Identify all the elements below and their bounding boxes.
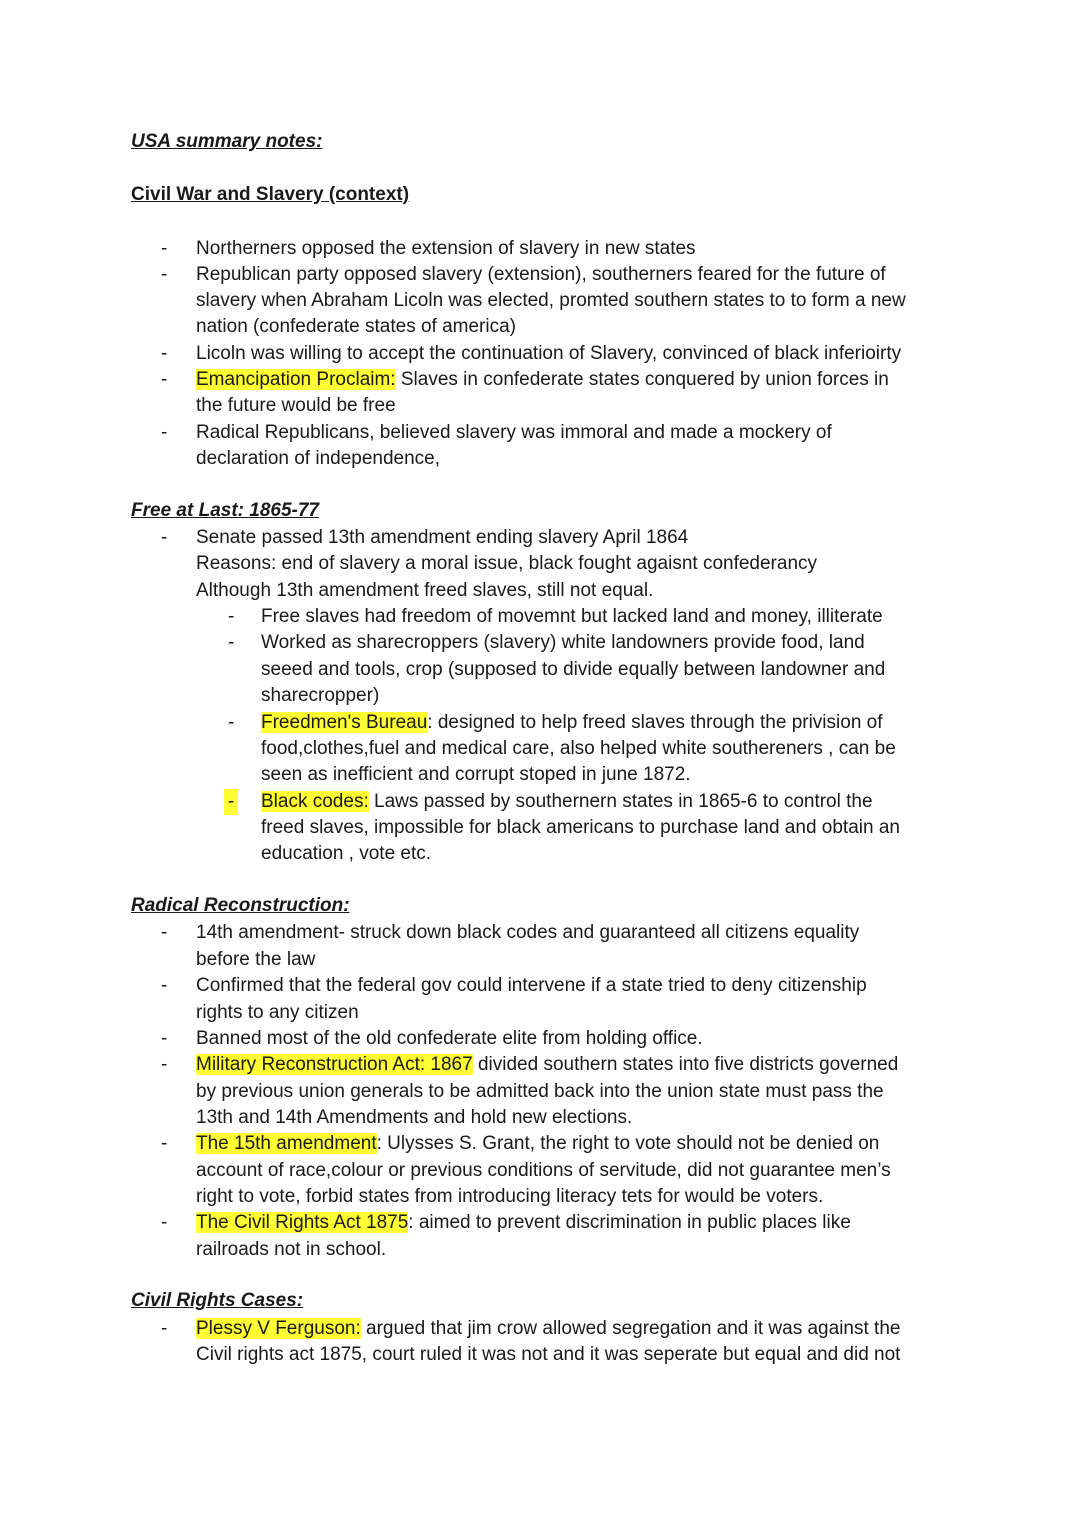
highlight-term: Plessy V Ferguson:: [196, 1318, 361, 1339]
text-line: Banned most of the old confederate elite from holding office.: [196, 1028, 703, 1049]
bullet-marker-highlighted: -: [224, 789, 238, 815]
text-line: 13th and 14th Amendments and hold new elections.: [196, 1107, 633, 1128]
text-line: before the law: [196, 949, 316, 970]
text-line: [261, 710, 883, 736]
highlight-term: Emancipation Proclaim:: [196, 369, 396, 390]
text-line: food,clothes,fuel and medical care, also helped white southereners , can be: [261, 738, 896, 759]
text-line: rights to any citizen: [196, 1002, 359, 1023]
text-span: argued that jim crow allowed segregation and it was against the: [360, 1318, 901, 1339]
bullet-marker: -: [161, 1318, 168, 1339]
text-span: : designed to help freed slaves through the privision of: [427, 712, 883, 733]
text-line: Confirmed that the federal gov could intervene if a state tried to deny citizenship: [196, 975, 867, 996]
text-line: sharecropper): [261, 685, 380, 706]
text-line: education , vote etc.: [261, 843, 432, 864]
bullet-marker: -: [161, 343, 168, 364]
heading-radical-reconstruction: Radical Reconstruction:: [131, 895, 350, 916]
text-span: : aimed to prevent discrimination in public places like: [408, 1212, 851, 1233]
text-line: [261, 789, 873, 815]
bullet-marker: -: [161, 975, 168, 996]
bullet-marker: -: [161, 1028, 168, 1049]
text-line: freed slaves, impossible for black americans to purchase land and obtain an: [261, 817, 900, 838]
text-line: Senate passed 13th amendment ending slavery April 1864: [196, 527, 689, 548]
heading-free-at-last: Free at Last: 1865-77: [131, 500, 319, 521]
text-line: Civil rights act 1875, court ruled it was not and it was seperate but equal and did not: [196, 1344, 901, 1365]
highlight-term: The Civil Rights Act 1875: [196, 1212, 409, 1233]
bullet-marker: -: [161, 238, 168, 259]
text-span: divided southern states into five districts governed: [472, 1054, 899, 1075]
text-line: [196, 1316, 900, 1342]
highlight-term: Military Reconstruction Act: 1867: [196, 1054, 473, 1075]
bullet-marker: -: [228, 632, 235, 653]
text-line: [196, 1131, 879, 1157]
bullet-marker: -: [228, 606, 235, 627]
text-line: declaration of independence,: [196, 448, 441, 469]
text-span: : Ulysses S. Grant, the right to vote should not be denied on: [376, 1133, 880, 1154]
text-line: Free slaves had freedom of movemnt but lacked land and money, illiterate: [261, 606, 883, 627]
bullet-marker: -: [161, 527, 168, 548]
text-line: nation (confederate states of america): [196, 316, 517, 337]
text-line: [196, 1210, 851, 1236]
text-line: account of race,colour or previous conditions of servitude, did not guarantee men’s: [196, 1160, 891, 1181]
text-line: Northerners opposed the extension of slavery in new states: [196, 238, 696, 259]
text-line: railroads not in school.: [196, 1239, 387, 1260]
heading-civil-war: Civil War and Slavery (context): [131, 184, 410, 205]
text-span: Laws passed by southernern states in 1865-6 to control the: [368, 791, 873, 812]
bullet-marker: -: [161, 1212, 168, 1233]
text-line: by previous union generals to be admitted back into the union state must pass the: [196, 1081, 884, 1102]
text-line: Republican party opposed slavery (extension), southerners feared for the future of: [196, 264, 886, 285]
text-line: Reasons: end of slavery a moral issue, black fought agaisnt confederancy: [196, 553, 818, 574]
text-line: right to vote, forbid states from introducing literacy tets for would be voters.: [196, 1186, 824, 1207]
text-span: Slaves in confederate states conquered by union forces in: [395, 369, 889, 390]
text-line: Worked as sharecroppers (slavery) white landowners provide food, land: [261, 632, 865, 653]
text-line: Licoln was willing to accept the continuation of Slavery, convinced of black inferioirty: [196, 343, 902, 364]
bullet-marker: -: [228, 712, 235, 733]
bullet-marker: -: [161, 1054, 168, 1075]
text-line: slavery when Abraham Licoln was elected, promted southern states to to form a new: [196, 290, 906, 311]
highlight-term: The 15th amendment: [196, 1133, 377, 1154]
text-line: Radical Republicans, believed slavery was immoral and made a mockery of: [196, 422, 832, 443]
highlight-term: Freedmen's Bureau: [261, 712, 428, 733]
bullet-marker: -: [161, 922, 168, 943]
text-line: seen as inefficient and corrupt stoped in june 1872.: [261, 764, 691, 785]
text-line: [196, 367, 889, 393]
bullet-marker: -: [161, 422, 168, 443]
text-line: seeed and tools, crop (supposed to divide equally between landowner and: [261, 659, 886, 680]
text-line: Although 13th amendment freed slaves, still not equal.: [196, 580, 654, 601]
bullet-marker: -: [161, 264, 168, 285]
highlight-term: Black codes:: [261, 791, 369, 812]
text-line: [196, 1052, 898, 1078]
document-title: USA summary notes:: [131, 131, 323, 152]
text-line: the future would be free: [196, 395, 396, 416]
bullet-marker: -: [161, 1133, 168, 1154]
text-line: 14th amendment- struck down black codes and guaranteed all citizens equality: [196, 922, 860, 943]
bullet-marker: -: [161, 369, 168, 390]
heading-civil-rights-cases: Civil Rights Cases:: [131, 1290, 304, 1311]
